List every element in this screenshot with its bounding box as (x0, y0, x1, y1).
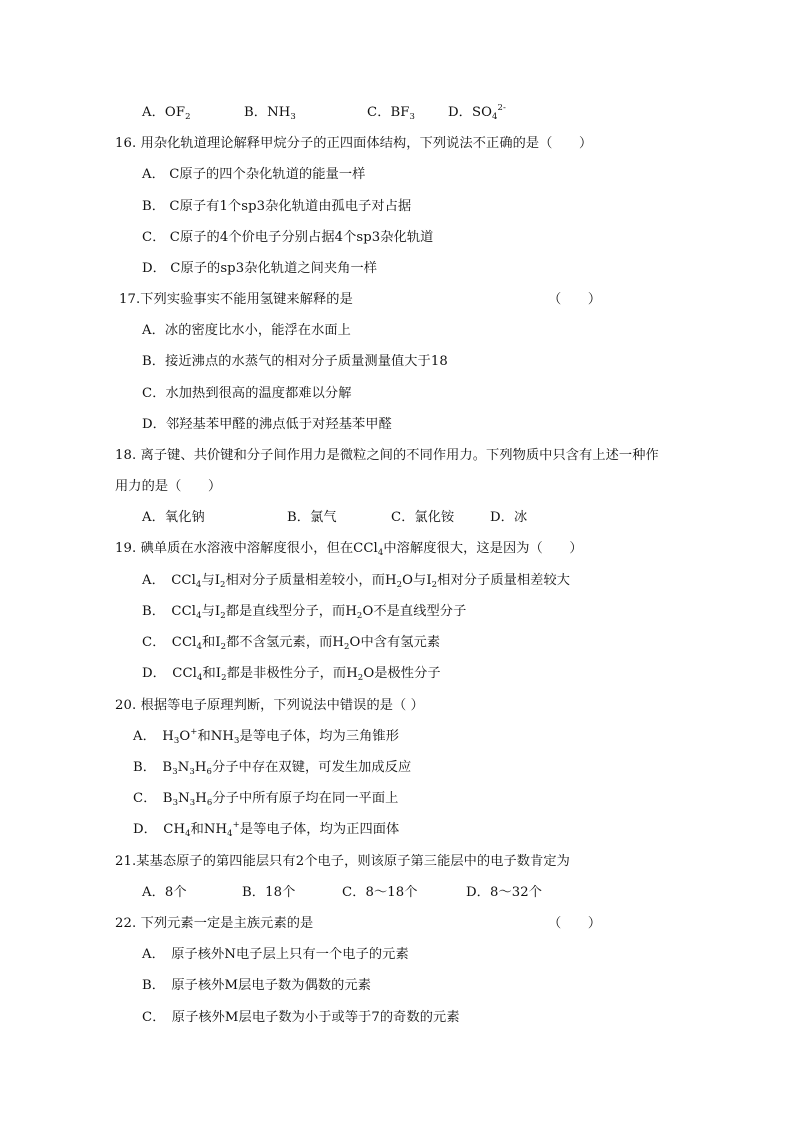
q20-option-d (133, 821, 399, 839)
formula-subscript: 2 (220, 580, 226, 590)
formula-subscript: 4 (196, 673, 203, 683)
formula-subscript: 2 (220, 611, 226, 621)
option-letter: C． (342, 885, 366, 900)
option-text: 都是直线型分子，而H (225, 604, 357, 619)
option-text: 原子核外M层电子数为偶数的元素 (171, 978, 372, 993)
option-letter: A． (142, 167, 165, 182)
option-text: C原子有1个sp3杂化轨道由孤电子对占据 (169, 199, 412, 214)
option-text: 氯化铵 (414, 510, 455, 525)
option-text: 和I (202, 635, 221, 650)
q18-option-b (287, 509, 337, 527)
q19-stem (115, 540, 583, 558)
q22-answer-paren: （ ） (548, 916, 602, 931)
formula-text: H (194, 760, 207, 775)
option-letter: D． (133, 822, 157, 837)
q19-option-a (142, 572, 570, 590)
option-letter: D． (466, 885, 490, 900)
formula-subscript: 3 (189, 798, 196, 808)
q16-option-b (142, 198, 411, 216)
formula-subscript: 3 (409, 112, 416, 122)
formula-text: CCl (171, 573, 196, 588)
option-letter: D． (142, 261, 166, 276)
option-text: 分子中所有原子均在同一平面上 (212, 791, 399, 806)
formula-subscript: 4 (227, 829, 233, 839)
q20-option-a (133, 728, 399, 746)
q17-option-c (142, 385, 352, 403)
q15-option-d (448, 104, 506, 122)
option-text: C原子的四个杂化轨道的能量一样 (169, 167, 366, 182)
q15-option-b (244, 104, 296, 122)
formula-text: N (178, 791, 190, 806)
option-text: 邻羟基苯甲醛的沸点低于对羟基苯甲醛 (165, 417, 392, 432)
formula-text: B (162, 760, 173, 775)
option-letter: D． (142, 417, 166, 432)
formula-text: BF (390, 105, 410, 120)
formula-text: SO (471, 105, 493, 120)
formula-subscript: 3 (172, 767, 178, 777)
option-letter: D． (448, 105, 472, 120)
option-text: O与I (402, 573, 432, 588)
option-text: 与I (201, 604, 221, 619)
option-letter: A． (142, 105, 165, 120)
q17-stem: 17.下列实验事实不能用氢键来解释的是 (119, 292, 353, 307)
q16-option-c (142, 229, 433, 247)
formula-text: 和NH (197, 729, 235, 744)
option-text: 水加热到很高的温度都难以分解 (165, 386, 352, 401)
formula-text: H (162, 729, 174, 744)
option-text: 与I (201, 573, 221, 588)
q22-option-c (142, 1009, 460, 1027)
q17-answer-paren: （ ） (548, 292, 602, 307)
formula-subscript: 2 (344, 642, 350, 652)
formula-subscript: 4 (377, 548, 384, 558)
option-text: 是等电子体，均为三角锥形 (239, 729, 399, 744)
q18-stem-line2: 用力的是（ ） (115, 479, 222, 494)
formula-subscript: 4 (196, 642, 202, 652)
option-letter: C． (367, 105, 391, 120)
q21-option-c (342, 884, 418, 902)
option-text: 相对分子质量相差较大 (437, 573, 571, 588)
q21-stem: 21.某基态原子的第四能层只有2个电子，则该原子第三能层中的电子数肯定为 (115, 854, 570, 869)
option-text: 分子中存在双键，可发生加成反应 (211, 760, 412, 775)
option-text: 8～18个 (365, 885, 418, 900)
option-text: 和I (202, 666, 222, 681)
q22-option-a (142, 946, 409, 964)
option-letter: C． (133, 791, 157, 806)
formula-text: CCl (172, 666, 197, 681)
option-text: 冰 (513, 510, 528, 525)
option-letter: C． (142, 1010, 166, 1025)
formula-text: CH (163, 822, 186, 837)
q21-option-a (142, 884, 187, 902)
formula-subscript: 6 (206, 798, 213, 808)
q18-stem-line1: 18. 离子键、共价键和分子间作用力是微粒之间的不同作用力。下列物质中只含有上述一种作 (115, 448, 659, 463)
formula-subscript: 3 (234, 736, 240, 746)
formula-superscript: 2- (497, 103, 507, 113)
option-letter: C． (142, 230, 166, 245)
option-text: 8个 (164, 885, 187, 900)
option-text: C原子的sp3杂化轨道之间夹角一样 (170, 261, 378, 276)
option-text: 冰的密度比水小，能浮在水面上 (164, 323, 351, 338)
formula-superscript: + (190, 727, 198, 737)
option-letter: B． (287, 510, 311, 525)
option-letter: D． (142, 666, 166, 681)
q22-stem: 22. 下列元素一定是主族元素的是 (115, 916, 314, 931)
option-text: 是等电子体，均为正四面体 (239, 822, 400, 837)
option-letter: A． (142, 947, 165, 962)
q15-option-a (142, 104, 191, 122)
q22-option-b (142, 977, 371, 995)
q21-option-b (242, 884, 295, 902)
stem-text: 中溶解度很大，这是因为（ ） (383, 541, 583, 556)
formula-subscript: 4 (196, 611, 202, 621)
formula-subscript: 2 (357, 673, 364, 683)
option-text: 都是非极性分子，而H (226, 666, 358, 681)
formula-subscript: 2 (221, 673, 227, 683)
option-text: 接近沸点的水蒸气的相对分子质量测量值大于18 (165, 354, 448, 369)
q20-option-c (133, 790, 398, 808)
option-letter: A． (133, 729, 156, 744)
formula-subscript: 3 (172, 798, 179, 808)
formula-subscript: 2 (396, 580, 403, 590)
option-letter: D． (490, 510, 514, 525)
q16-option-a (142, 166, 365, 184)
option-text: 氧化钠 (164, 510, 205, 525)
option-letter: A． (142, 323, 165, 338)
q17-option-a (142, 322, 351, 340)
formula-subscript: 4 (195, 580, 202, 590)
option-letter: C． (391, 510, 415, 525)
option-text: C原子的4个价电子分别占据4个sp3杂化轨道 (169, 230, 434, 245)
formula-subscript: 6 (206, 767, 212, 777)
option-letter: C． (142, 386, 166, 401)
q16-stem: 16. 用杂化轨道理论解释甲烷分子的正四面体结构，下列说法不正确的是（ ） (115, 136, 593, 151)
formula-superscript: + (232, 820, 240, 830)
formula-subscript: 3 (290, 112, 296, 122)
option-text: O不是直线型分子 (362, 604, 467, 619)
formula-subscript: 4 (492, 112, 498, 122)
formula-subscript: 2 (356, 611, 363, 621)
stem-text: 19. 碘单质在水溶液中溶解度很小，但在CCl (115, 541, 378, 556)
option-letter: C． (142, 635, 166, 650)
formula-text: O (179, 729, 191, 744)
formula-subscript: 2 (431, 580, 438, 590)
option-letter: A． (142, 885, 165, 900)
formula-text: 和NH (190, 822, 228, 837)
option-text: 原子核外N电子层上只有一个电子的元素 (171, 947, 409, 962)
option-text: O是极性分子 (363, 666, 441, 681)
option-text: 氯气 (310, 510, 337, 525)
q17-option-d (142, 416, 392, 434)
q20-stem: 20. 根据等电子原理判断，下列说法中错误的是（ ） (115, 698, 424, 713)
formula-text: NH (267, 105, 291, 120)
option-letter: B． (142, 199, 166, 214)
q16-option-d (142, 260, 377, 278)
option-letter: A． (142, 510, 165, 525)
formula-subscript: 4 (185, 829, 191, 839)
q19-option-c (142, 634, 440, 652)
option-text: 8～32个 (489, 885, 543, 900)
q19-option-b (142, 603, 466, 621)
option-text: 原子核外M层电子数为小于或等于7的奇数的元素 (171, 1010, 460, 1025)
formula-subscript: 3 (173, 736, 180, 746)
q19-option-d (142, 665, 441, 683)
option-text: 都不含氢元素，而H (226, 635, 345, 650)
q20-option-b (133, 759, 411, 777)
option-letter: B． (142, 978, 166, 993)
option-letter: B． (242, 885, 266, 900)
formula-text: OF (164, 105, 186, 120)
formula-text: CCl (171, 635, 197, 650)
option-text: O中含有氢元素 (349, 635, 441, 650)
option-letter: B． (133, 760, 157, 775)
option-letter: B． (142, 354, 166, 369)
q18-option-a (142, 509, 205, 527)
option-letter: B． (244, 105, 268, 120)
option-text: 18个 (265, 885, 296, 900)
q18-option-c (391, 509, 454, 527)
formula-subscript: 2 (185, 112, 191, 122)
q18-option-d (490, 509, 527, 527)
q21-option-d (466, 884, 542, 902)
option-letter: B． (142, 604, 166, 619)
q15-option-c (367, 104, 415, 122)
formula-text: B (162, 791, 173, 806)
formula-text: CCl (171, 604, 197, 619)
formula-text: N (177, 760, 190, 775)
formula-subscript: 2 (220, 642, 227, 652)
option-letter: A． (142, 573, 165, 588)
q17-option-b (142, 353, 448, 371)
formula-subscript: 3 (189, 767, 195, 777)
option-text: 相对分子质量相差较小，而H (225, 573, 397, 588)
formula-text: H (195, 791, 207, 806)
